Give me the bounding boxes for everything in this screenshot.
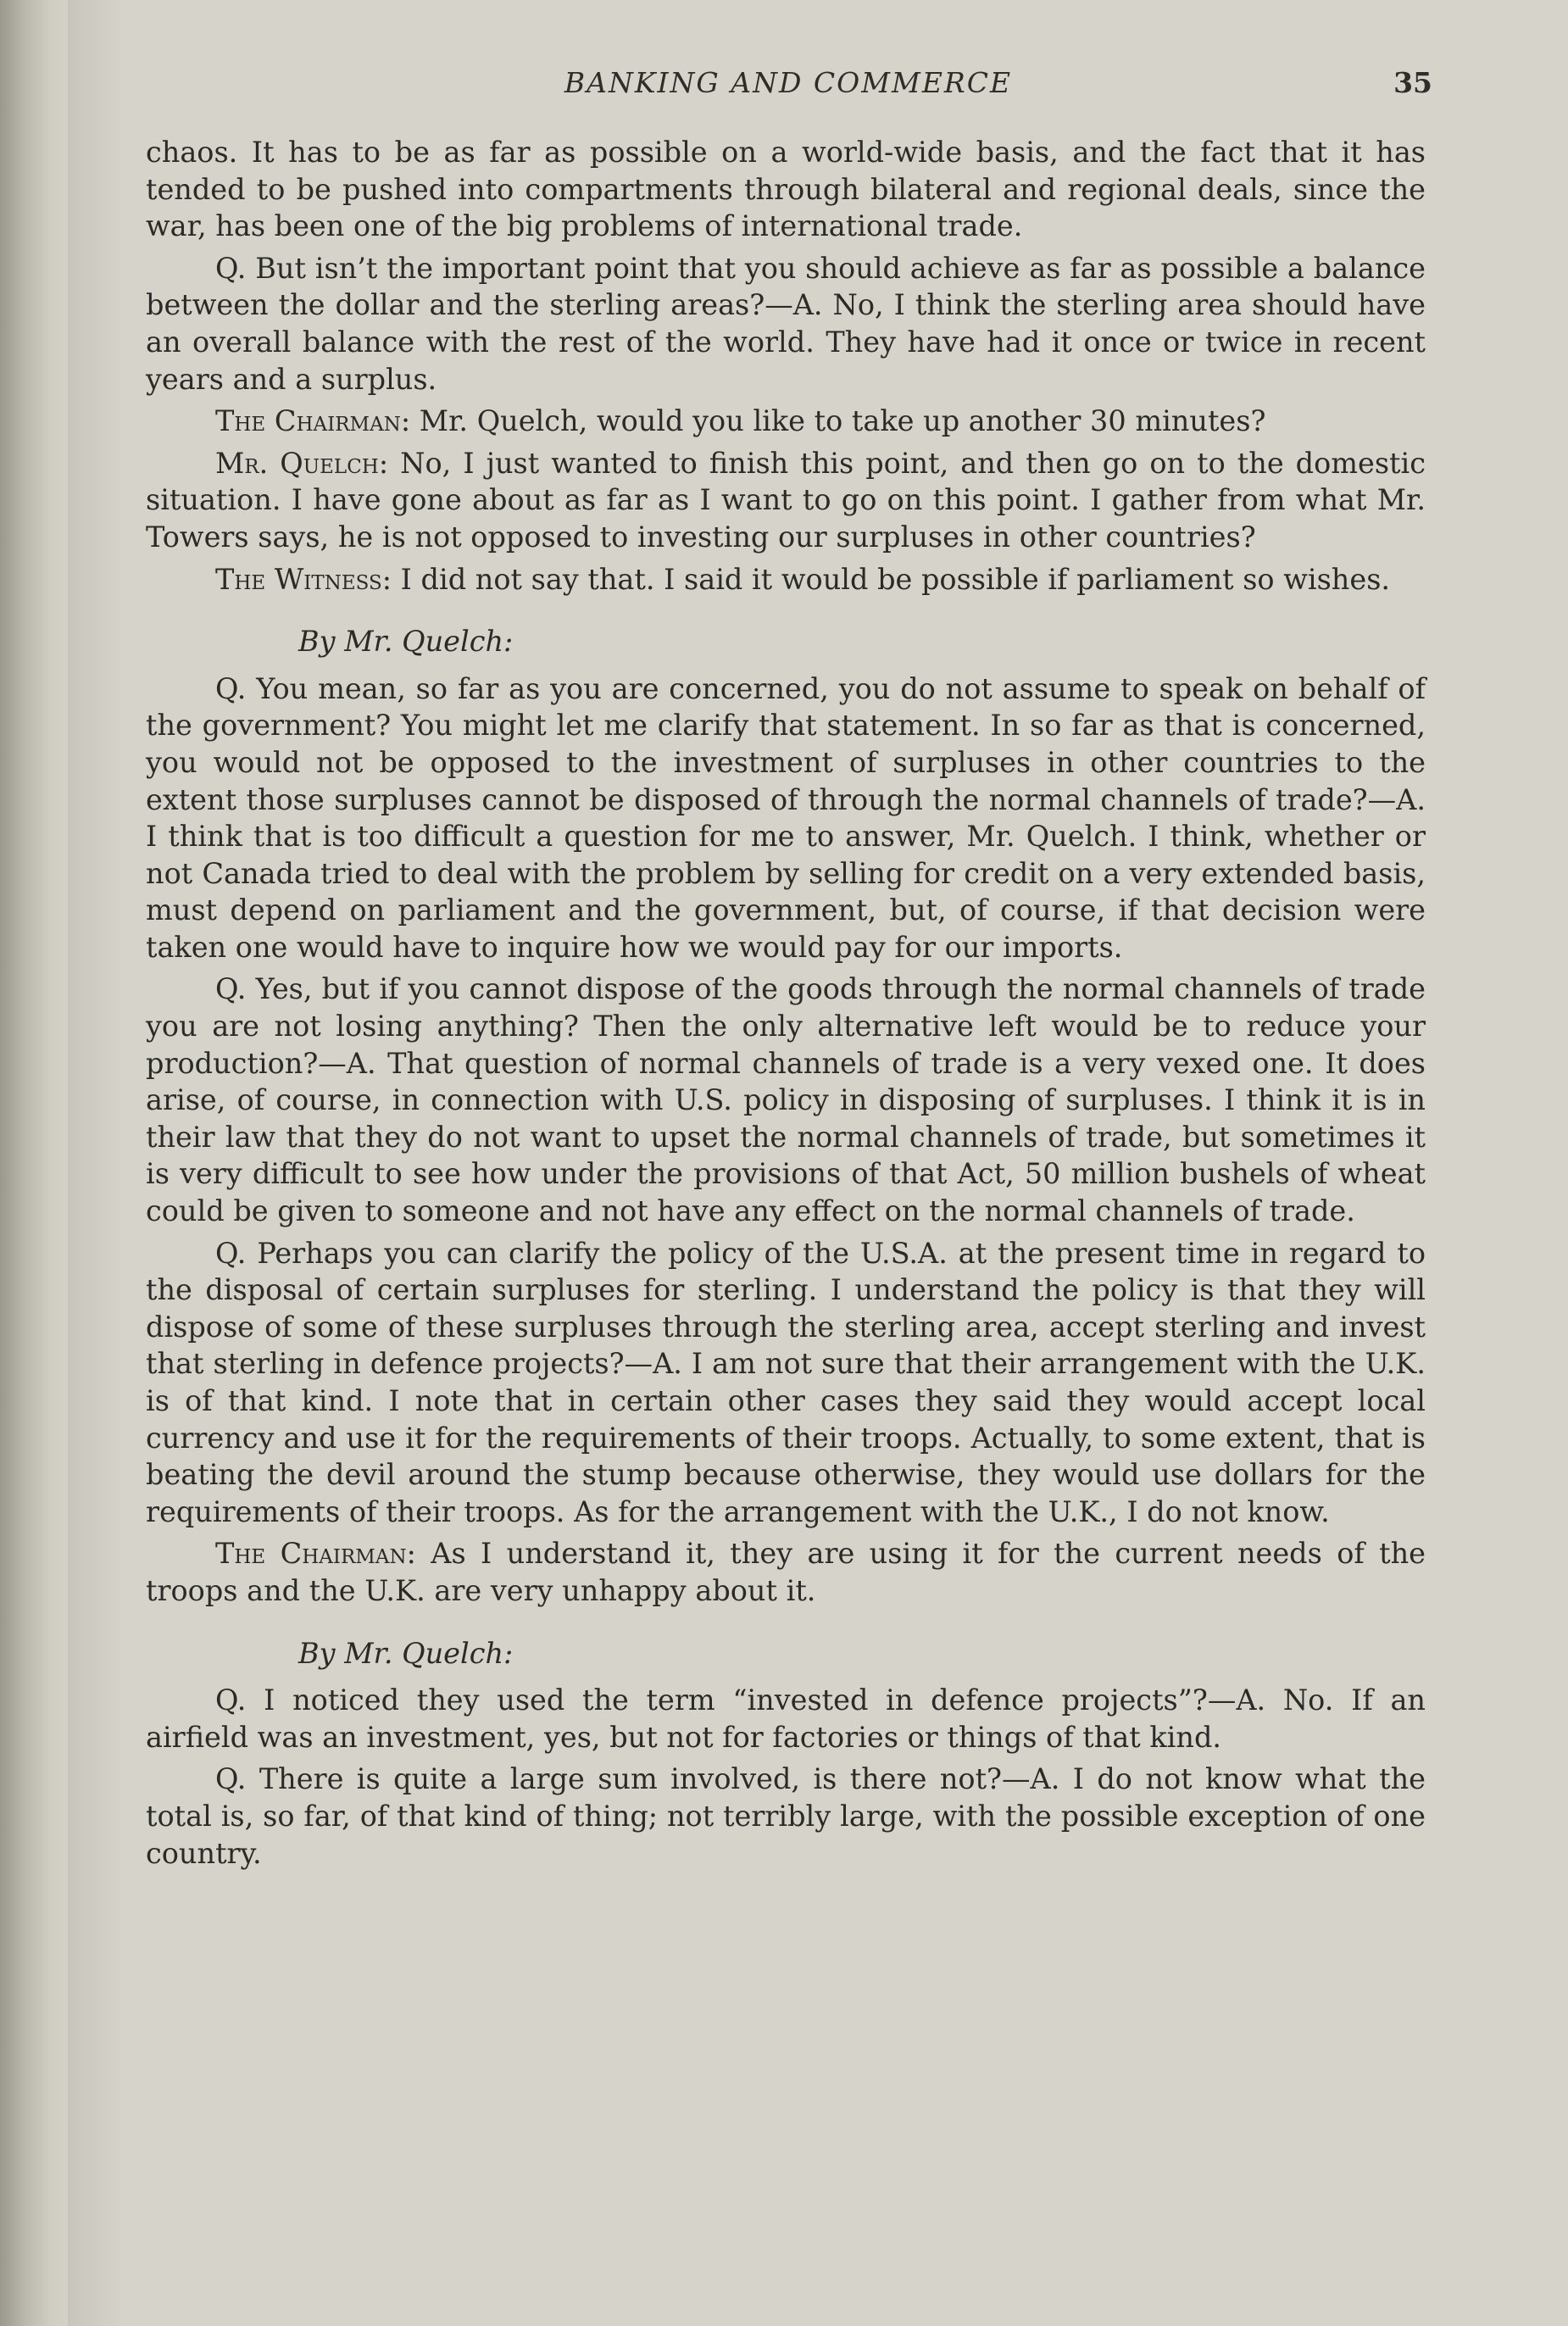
page-number: 35 [1393,66,1432,99]
paragraph: Mr. Quelch: No, I just wanted to finish this point, and then go on to the domestic situation. I have gone about as far as I want to go on this point. I gather from what Mr. Towers says, he is not opposed to investing our surpluses in other countries? [146,446,1426,554]
paragraph: Q. You mean, so far as you are concerned, you do not assume to speak on behalf of the government? You might let me clarify that statement. In so far as that is concerned, you would not be opposed to the investment of surpluses in other countries to the extent those surpluses cannot be disposed of through the normal channels of trade?—A. I think that is too difficult a question for me to answer, Mr. Quelch. I think, whether or not Canada tried to deal with the problem by selling for credit on a very extended basis, must depend on parliament and the government, but, of course, if that decision were taken one would have to inquire how we would pay for our imports. [146,671,1426,964]
speaker-name: The Chairman [215,404,401,438]
running-title: BANKING AND COMMERCE [564,66,1013,99]
speaker-name: The Witness [215,562,382,596]
paragraph: The Witness: I did not say that. I said it would be possible if parliament so wishes. [215,562,1391,596]
paragraph: The Chairman: As I understand it, they are using it for the current needs of the troops and the U.K. are very unhappy about it. [146,1537,1426,1607]
paragraph: Q. Yes, but if you cannot dispose of the goods through the normal channels of trade you are not losing anything? Then the only alternative left would be to reduce your production?—A. That question of normal channels of trade is a very vexed one. It does arise, of course, in connection with U.S. policy in disposing of surpluses. I think it is in their law that they do not want to upset the normal channels of trade, but sometimes it is very difficult to see how under the provisions of that Act, 50 million bushels of wheat could be given to someone and not have any effect on the normal channels of trade. [146,972,1426,1228]
paragraph: chaos. It has to be as far as possible on a world-wide basis, and the fact that it has tended to be pushed into compartments through bilateral and regional deals, since the war, has been one of the big problems of international trade. [146,136,1426,243]
paragraph: The Chairman: Mr. Quelch, would you like to take up another 30 minutes? [215,404,1266,438]
byline: By Mr. Quelch: [298,1636,514,1670]
page-header [144,66,1432,117]
byline: By Mr. Quelch: [298,625,514,659]
paragraph: Q. There is quite a large sum involved, is there not?—A. I do not know what the total is, so far, of that kind of thing; not terribly large, with the possible exception of one country. [146,1762,1426,1870]
speaker-name: Mr. Quelch [215,446,379,480]
book-spine [0,0,68,2326]
body-text [146,134,1426,1877]
paragraph: Q. Perhaps you can clarify the policy of the U.S.A. at the present time in regard to the disposal of certain surpluses for sterling. I understand the policy is that they will dispose of some of these surpluses through the sterling area, accept sterling and invest that sterling in defence projects?—A. I am not sure that their arrangement with the U.K. is of that kind. I note that in certain other cases they said they would accept local currency and use it for the requirements of their troops. Actually, to some extent, that is beating the devil around the stump because otherwise, they would use dollars for the requirements of their troops. As for the arrangement with the U.K., I do not know. [146,1236,1426,1528]
paragraph: Q. But isn’t the important point that you should achieve as far as possible a balance between the dollar and the sterling areas?—A. No, I think the sterling area should have an overall balance with the rest of the world. They have had it once or twice in recent years and a surplus. [146,251,1426,396]
gutter-shadow [68,0,119,2326]
speaker-name: The Chairman [215,1537,407,1571]
paragraph: Q. I noticed they used the term “invested in defence projects”?—A. No. If an airfield was an investment, yes, but not for factories or things of that kind. [146,1683,1426,1754]
